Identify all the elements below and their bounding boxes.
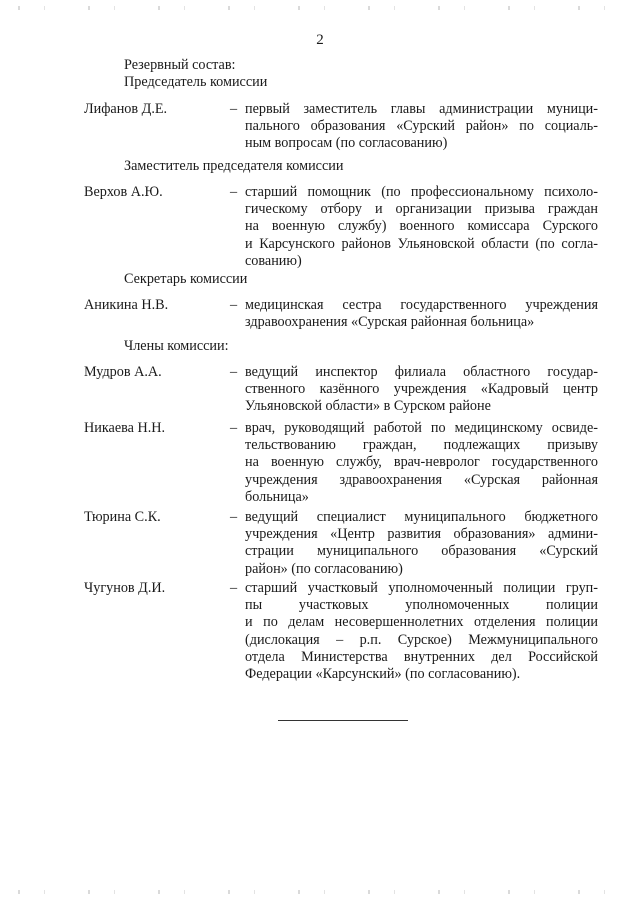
description-line: район» (по согласованию) (245, 560, 403, 577)
member-description (245, 101, 598, 153)
member-description (245, 509, 598, 578)
description-line: больница» (245, 488, 309, 505)
member-name: Аникина Н.В. (84, 297, 169, 313)
section-heading-members: Члены комиссии: (124, 338, 229, 354)
description-line: (дислокация – р.п. Сурское) Межмуниципального (245, 631, 598, 648)
scan-artifact-top (0, 6, 640, 10)
description-line: ственного казённого учреждения «Кадровый центр (245, 381, 598, 398)
member-name: Верхов А.Ю. (84, 184, 163, 200)
description-line: пального образования «Сурский район» по социаль- (245, 118, 598, 135)
member-dash: – (230, 364, 238, 380)
member-description (245, 580, 598, 683)
member-dash: – (230, 420, 238, 436)
page-number: 2 (316, 32, 324, 48)
description-line: пы участковых уполномоченных полиции (245, 597, 598, 614)
description-line: на военную службу, врач-невролог государственного (245, 454, 598, 471)
description-line: медицинская сестра государственного учреждения (245, 297, 598, 313)
reserve-heading: Резервный состав: (124, 57, 236, 73)
description-line: учреждения здравоохранения «Сурская районная (245, 471, 598, 488)
member-dash: – (230, 101, 238, 117)
description-line: учреждения «Центр развития образования» админи- (245, 526, 598, 543)
section-heading-chairman: Председатель комиссии (124, 74, 268, 90)
member-dash: – (230, 509, 238, 525)
description-line: и Карсунского районов Ульяновской области (по согла- (245, 235, 598, 252)
member-name: Никаева Н.Н. (84, 420, 166, 436)
description-line: старший помощник (по профессиональному психоло- (245, 184, 598, 200)
description-line: и по делам несовершеннолетних отделения полиции (245, 614, 598, 631)
member-name: Тюрина С.К. (84, 509, 161, 525)
description-line: ным вопросам (по согласованию) (245, 135, 448, 152)
description-line: ведущий специалист муниципального бюджетного (245, 509, 598, 525)
section-heading-deputy: Заместитель председателя комиссии (124, 158, 344, 174)
member-dash: – (230, 580, 238, 596)
description-line: гическому отбору и организации призыва граждан (245, 201, 598, 218)
member-description (245, 420, 598, 506)
description-line: первый заместитель главы администрации муници- (245, 101, 598, 117)
description-line: здравоохранения «Сурская районная больница» (245, 314, 535, 331)
scan-artifact-bottom (0, 890, 640, 894)
member-description (245, 364, 598, 416)
description-line: врач, руководящий работой по медицинскому освиде- (245, 420, 598, 436)
description-line: Федерации «Карсунский» (по согласованию). (245, 666, 521, 683)
description-line: старший участковый уполномоченный полиции груп- (245, 580, 598, 596)
end-separator-line (278, 720, 408, 721)
member-name: Лифанов Д.Е. (84, 101, 168, 117)
member-description (245, 297, 598, 331)
member-name: Чугунов Д.И. (84, 580, 166, 596)
member-name: Мудров А.А. (84, 364, 162, 380)
member-dash: – (230, 184, 238, 200)
description-line: ведущий инспектор филиала областного государ- (245, 364, 598, 380)
member-dash: – (230, 297, 238, 313)
description-line: сованию) (245, 252, 302, 269)
description-line: страции муниципального образования «Сурский (245, 543, 598, 560)
section-heading-secretary: Секретарь комиссии (124, 271, 248, 287)
description-line: тельствованию граждан, подлежащих призыву (245, 437, 598, 454)
description-line: на военную службу) военного комиссара Сурского (245, 218, 598, 235)
description-line: отдела Министерства внутренних дел Российской (245, 648, 598, 665)
member-description (245, 184, 598, 270)
description-line: Ульяновской области» в Сурском районе (245, 398, 491, 415)
